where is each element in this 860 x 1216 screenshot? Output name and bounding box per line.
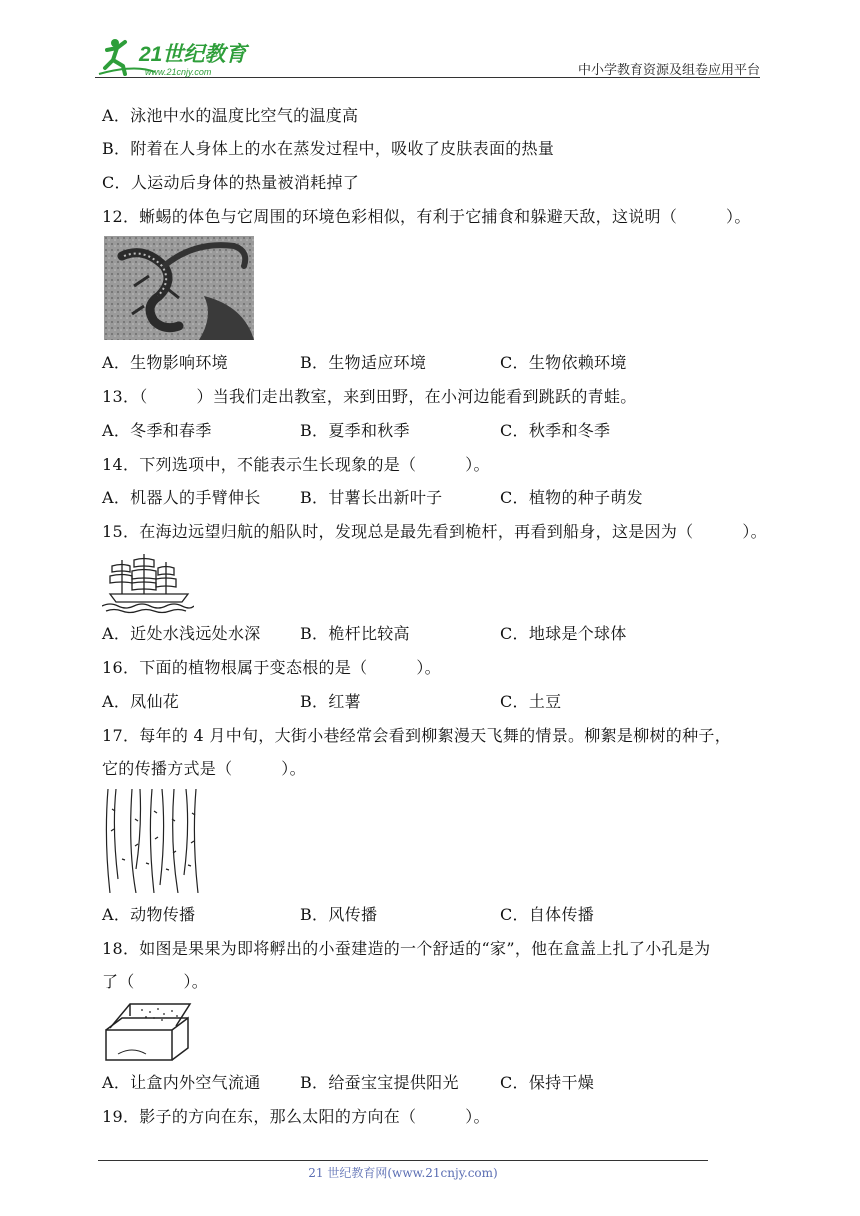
page-header <box>95 30 760 80</box>
q12-option-c: C．生物依赖环境 <box>500 353 627 372</box>
platform-name: 中小学教育资源及组卷应用平台 <box>577 63 760 78</box>
q18-stem-line1: 18．如图是果果为即将孵出的小蚕建造的一个舒适的“家”，他在盒盖上扎了小孔是为 <box>102 939 711 958</box>
q16-stem: 16．下面的植物根属于变态根的是（ ）。 <box>102 658 441 677</box>
q13-option-b: B．夏季和秋季 <box>300 421 410 440</box>
q17-option-b: B．风传播 <box>300 905 378 924</box>
q13-stem: 13．（ ）当我们走出教室，来到田野，在小河边能看到跳跃的青蛙。 <box>102 387 637 406</box>
header-divider <box>95 77 760 78</box>
q15-option-a: A．近处水浅远处水深 <box>102 624 261 643</box>
q11-option-b: B．附着在人身体上的水在蒸发过程中，吸收了皮肤表面的热量 <box>102 139 555 158</box>
q18-option-a: A．让盒内外空气流通 <box>102 1073 261 1092</box>
q11-option-c: C．人运动后身体的热量被消耗掉了 <box>102 173 360 192</box>
q18-option-b: B．给蚕宝宝提供阳光 <box>300 1073 459 1092</box>
sailboat-image <box>102 550 194 614</box>
q17-option-c: C．自体传播 <box>500 905 595 924</box>
q14-option-b: B．甘薯长出新叶子 <box>300 488 443 507</box>
q11-option-a: A．泳池中水的温度比空气的温度高 <box>102 106 359 125</box>
q14-option-a: A．机器人的手臂伸长 <box>102 488 261 507</box>
willow-image <box>102 789 202 893</box>
q12-option-b: B．生物适应环境 <box>300 353 427 372</box>
footer-divider <box>98 1160 708 1161</box>
silkworm-box-image <box>102 1000 192 1062</box>
q15-option-c: C．地球是个球体 <box>500 624 627 643</box>
q18-stem-line2: 了（ ）。 <box>102 972 209 991</box>
q16-option-b: B．红薯 <box>300 692 361 711</box>
q13-option-a: A．冬季和春季 <box>102 421 212 440</box>
q16-option-c: C．土豆 <box>500 692 562 711</box>
q14-option-c: C．植物的种子萌发 <box>500 488 643 507</box>
q19-stem: 19．影子的方向在东，那么太阳的方向在（ ）。 <box>102 1107 490 1126</box>
logo-title: 21世纪教育 <box>139 43 247 66</box>
q18-option-c: C．保持干燥 <box>500 1073 595 1092</box>
q12-option-a: A．生物影响环境 <box>102 353 228 372</box>
q13-option-c: C．秋季和冬季 <box>500 421 611 440</box>
q15-option-b: B．桅杆比较高 <box>300 624 410 643</box>
q14-stem: 14．下列选项中，不能表示生长现象的是（ ）。 <box>102 455 490 474</box>
q16-option-a: A．凤仙花 <box>102 692 180 711</box>
q12-stem: 12．蜥蜴的体色与它周围的环境色彩相似，有利于它捕食和躲避天敌，这说明（ ）。 <box>102 207 751 226</box>
q17-stem-line2: 它的传播方式是（ ）。 <box>102 759 306 778</box>
q17-stem-line1: 17．每年的 4 月中旬，大街小巷经常会看到柳絮漫天飞舞的情景。柳絮是柳树的种子， <box>102 726 732 745</box>
footer-link[interactable]: 21 世纪教育网(www.21cnjy.com) <box>308 1166 498 1180</box>
q17-option-a: A．动物传播 <box>102 905 196 924</box>
q15-stem: 15．在海边远望归航的船队时，发现总是最先看到桅杆，再看到船身，这是因为（ ）。 <box>102 522 767 541</box>
site-logo <box>95 34 265 78</box>
logo-url: www.21cnjy.com <box>145 67 212 77</box>
lizard-image <box>104 236 254 340</box>
